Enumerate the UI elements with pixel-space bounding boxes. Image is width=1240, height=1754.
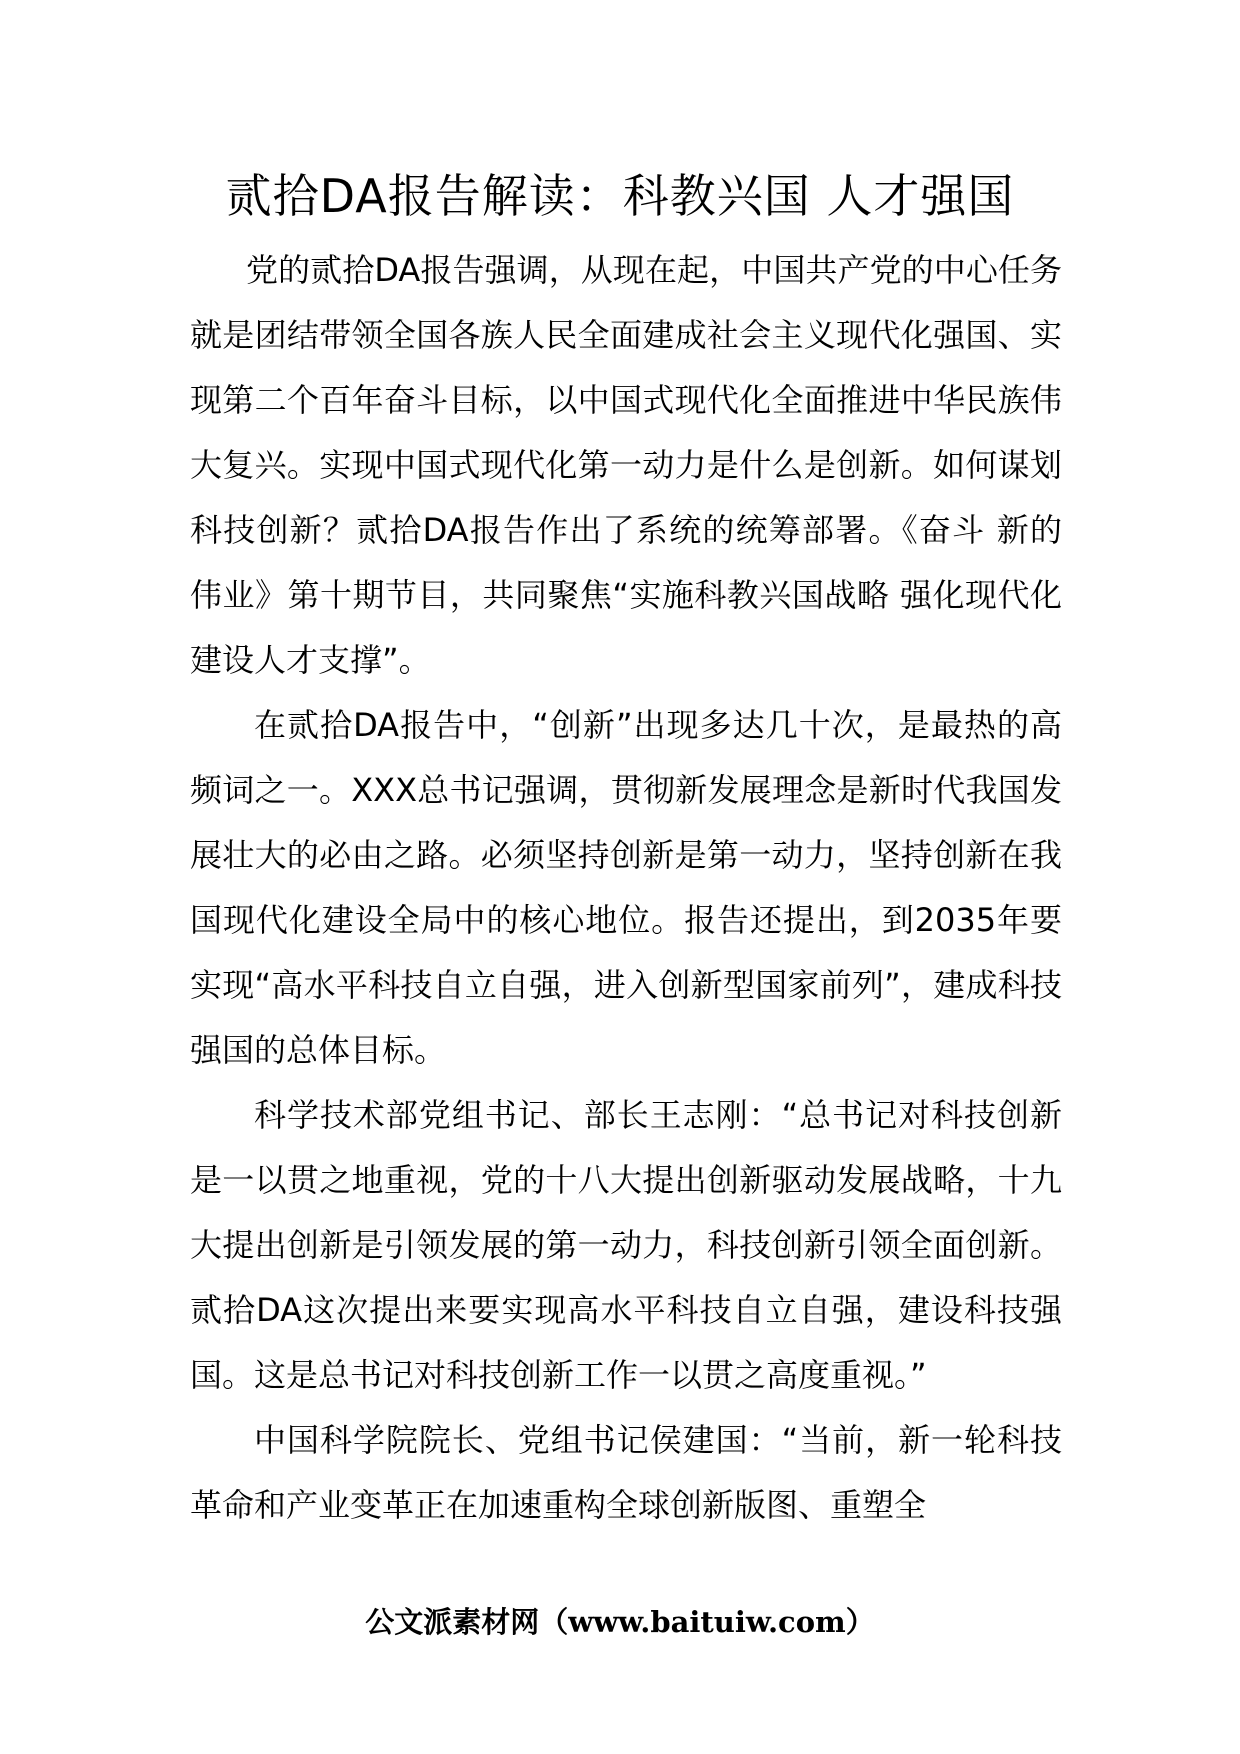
document-title: 贰拾DA报告解读：科教兴国 人才强国 [225,169,1015,223]
paragraph-3: 科学技术部党组书记、部长王志刚：“总书记对科技创新是一以贯之地重视，党的十八大提出创新驱动发展战略，十九大提出创新是引领发展的第一动力，科技创新引领全面创新。贰拾DA这次提出来要实现高水平科技自立自强，建设科技强国。这是总书记对科技创新工作一以贯之高度重视。” [190,1096,1062,1394]
paragraph-4: 中国科学院院长、党组书记侯建国：“当前，新一轮科技革命和产业变革正在加速重构全球创新版图、重塑全 [190,1421,1062,1524]
document-body [190,238,1062,1538]
paragraph-1: 党的贰拾DA报告强调，从现在起，中国共产党的中心任务就是团结带领全国各族人民全面建成社会主义现代化强国、实现第二个百年奋斗目标，以中国式现代化全面推进中华民族伟大复兴。实现中国式现代化第一动力是什么是创新。如何谋划科技创新？贰拾DA报告作出了系统的统筹部署。《奋斗 新的伟业》第十期节目，共同聚焦“实施科教兴国战略 强化现代化建设人才支撑”。 [190,251,1062,679]
footer-source: 公文派素材网（www.baituiw.com） [365,1605,875,1639]
paragraph-2: 在贰拾DA报告中，“创新”出现多达几十次，是最热的高频词之一。XXX总书记强调，贯彻新发展理念是新时代我国发展壮大的必由之路。必须坚持创新是第一动力，坚持创新在我国现代化建设全局中的核心地位。报告还提出，到2035年要实现“高水平科技自立自强，进入创新型国家前列”，建成科技强国的总体目标。 [190,706,1062,1069]
